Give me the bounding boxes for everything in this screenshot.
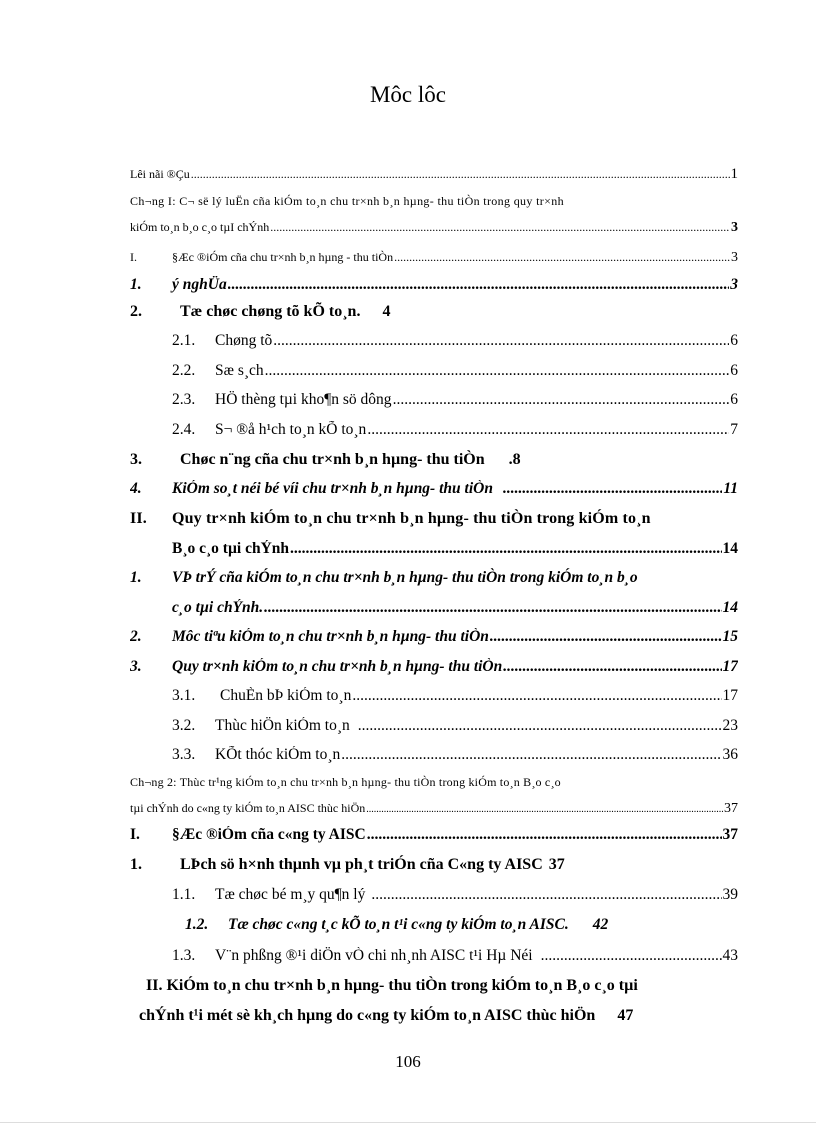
toc-entry[interactable]: 1.3. V¨n phßng ®¹i diÖn vÒ chi nh¸nh AISC t¹i Hµ Néi ..... 43 xyxy=(172,947,738,965)
dot-leader xyxy=(341,746,721,764)
dot-leader xyxy=(270,220,730,235)
dot-leader xyxy=(367,826,722,844)
dot-leader xyxy=(371,886,721,904)
toc-entry[interactable]: 3. Quy tr×nh kiÓm to¸n chu tr×nh b¸n hµng- thu tiÒn ..... 17 xyxy=(130,658,738,676)
toc-entry[interactable]: 3.2. Thùc hiÖn kiÓm to¸n ..... 23 xyxy=(172,717,738,735)
toc-entry[interactable]: 3.3. KÕt thóc kiÓm to¸n ..... 36 xyxy=(172,746,738,764)
dot-leader xyxy=(541,947,722,965)
toc-entry[interactable]: 4. KiÓm so¸t néi bé víi chu tr×nh b¸n hµng- thu tiÒn ..... 11 xyxy=(130,480,738,498)
dot-leader xyxy=(503,480,722,498)
toc-entry[interactable]: II. KiÓm to¸n chu tr×nh b¸n hµng- thu tiÒn trong kiÓm to¸n B¸o c¸o tµi xyxy=(146,977,638,994)
toc-entry[interactable]: 2.3. HÖ thèng tµi kho¶n sö dông ..... 6 xyxy=(172,391,738,409)
dot-leader xyxy=(191,167,730,182)
dot-leader xyxy=(367,421,729,439)
toc-entry[interactable]: I. §Æc ®iÓm cña chu tr×nh b¸n hµng - thu tiÒn ..... 3 xyxy=(130,250,738,266)
toc-entry[interactable]: I. §Æc ®iÓm cña c«ng ty AISC ..... 37 xyxy=(130,826,738,844)
toc-entry[interactable]: 2. Môc tiªu kiÓm to¸n chu tr×nh b¸n hµng- thu tiÒn ..... 15 xyxy=(130,628,738,646)
toc-entry[interactable]: 1. LÞch sö h×nh thµnh vµ ph¸t triÓn cña C«ng ty AISC 37 xyxy=(130,856,565,873)
toc-entry[interactable]: 2.4. S¬ ®å h¹ch to¸n kÕ to¸n ..... 7 xyxy=(172,421,738,439)
dot-leader xyxy=(290,540,722,558)
toc-entry[interactable]: c¸o tµi chÝnh. ..... 14 xyxy=(172,599,738,617)
toc-entry[interactable]: 3.1. ChuÈn bÞ kiÓm to¸n ..... 17 xyxy=(172,687,738,705)
toc-entry[interactable]: B¸o c¸o tµi chÝnh ..... 14 xyxy=(172,540,738,558)
toc-entry[interactable]: 2. Tæ chøc chøng tõ kÕ to¸n. 4 xyxy=(130,303,391,320)
dot-leader xyxy=(393,391,730,409)
toc-entry[interactable]: 2.2. Sæ s¸ch ..... 6 xyxy=(172,362,738,380)
page-number: 106 xyxy=(395,1052,421,1071)
dot-leader xyxy=(490,628,722,646)
dot-leader xyxy=(228,276,730,294)
toc-entry[interactable]: 2.1. Chøng tõ ..... 6 xyxy=(172,332,738,350)
toc-entry[interactable]: kiÓm to¸n b¸o c¸o tµI chÝnh ..... 3 xyxy=(130,220,738,236)
toc-entry[interactable]: 1. VÞ trÝ cña kiÓm to¸n chu tr×nh b¸n hµng- thu tiÒn trong kiÓm to¸n b¸o xyxy=(130,569,638,586)
toc-entry[interactable]: Ch¬ng 2: Thùc tr¹ng kiÓm to¸n chu tr×nh b¸n hµng- thu tiÒn trong kiÓm to¸n B¸o c¸o xyxy=(130,775,561,789)
dot-leader xyxy=(394,250,730,265)
toc-entry[interactable]: 1.1. Tæ chøc bé m¸y qu¶n lý ..... 39 xyxy=(172,886,738,904)
toc-entry[interactable]: II. Quy tr×nh kiÓm to¸n chu tr×nh b¸n hµng- thu tiÒn trong kiÓm to¸n xyxy=(130,510,651,527)
dot-leader xyxy=(352,687,721,705)
dot-leader xyxy=(366,804,723,815)
dot-leader xyxy=(503,658,721,676)
dot-leader xyxy=(358,717,722,735)
toc-entry[interactable]: tµi chÝnh do c«ng ty kiÓm to¸n AISC thùc hiÖn ..... 37 xyxy=(130,801,738,817)
dot-leader xyxy=(264,599,721,617)
page-title: Môc lôc xyxy=(369,82,446,107)
toc-entry[interactable]: 1. ý nghÜa ..... 3 xyxy=(130,276,738,294)
dot-leader xyxy=(265,362,730,380)
toc-entry[interactable]: 1.2. Tæ chøc c«ng t¸c kÕ to¸n t¹i c«ng ty kiÓm to¸n AISC. 42 xyxy=(185,916,609,933)
toc-entry[interactable]: chÝnh t¹i mét sè kh¸ch hµng do c«ng ty kiÓm to¸n AISC thùc hiÖn 47 xyxy=(139,1007,634,1024)
toc-entry[interactable]: 3. Chøc n¨ng cña chu tr×nh b¸n hµng- thu tiÒn .8 xyxy=(130,451,521,468)
dot-leader xyxy=(273,332,729,350)
toc-entry[interactable]: Ch¬ng I: C¬ së lý luËn cña kiÓm to¸n chu tr×nh b¸n hµng- thu tiÒn trong quy tr×nh xyxy=(130,194,564,208)
toc-entry[interactable]: Lêi nãi ®Çu ..... 1 xyxy=(130,166,738,183)
